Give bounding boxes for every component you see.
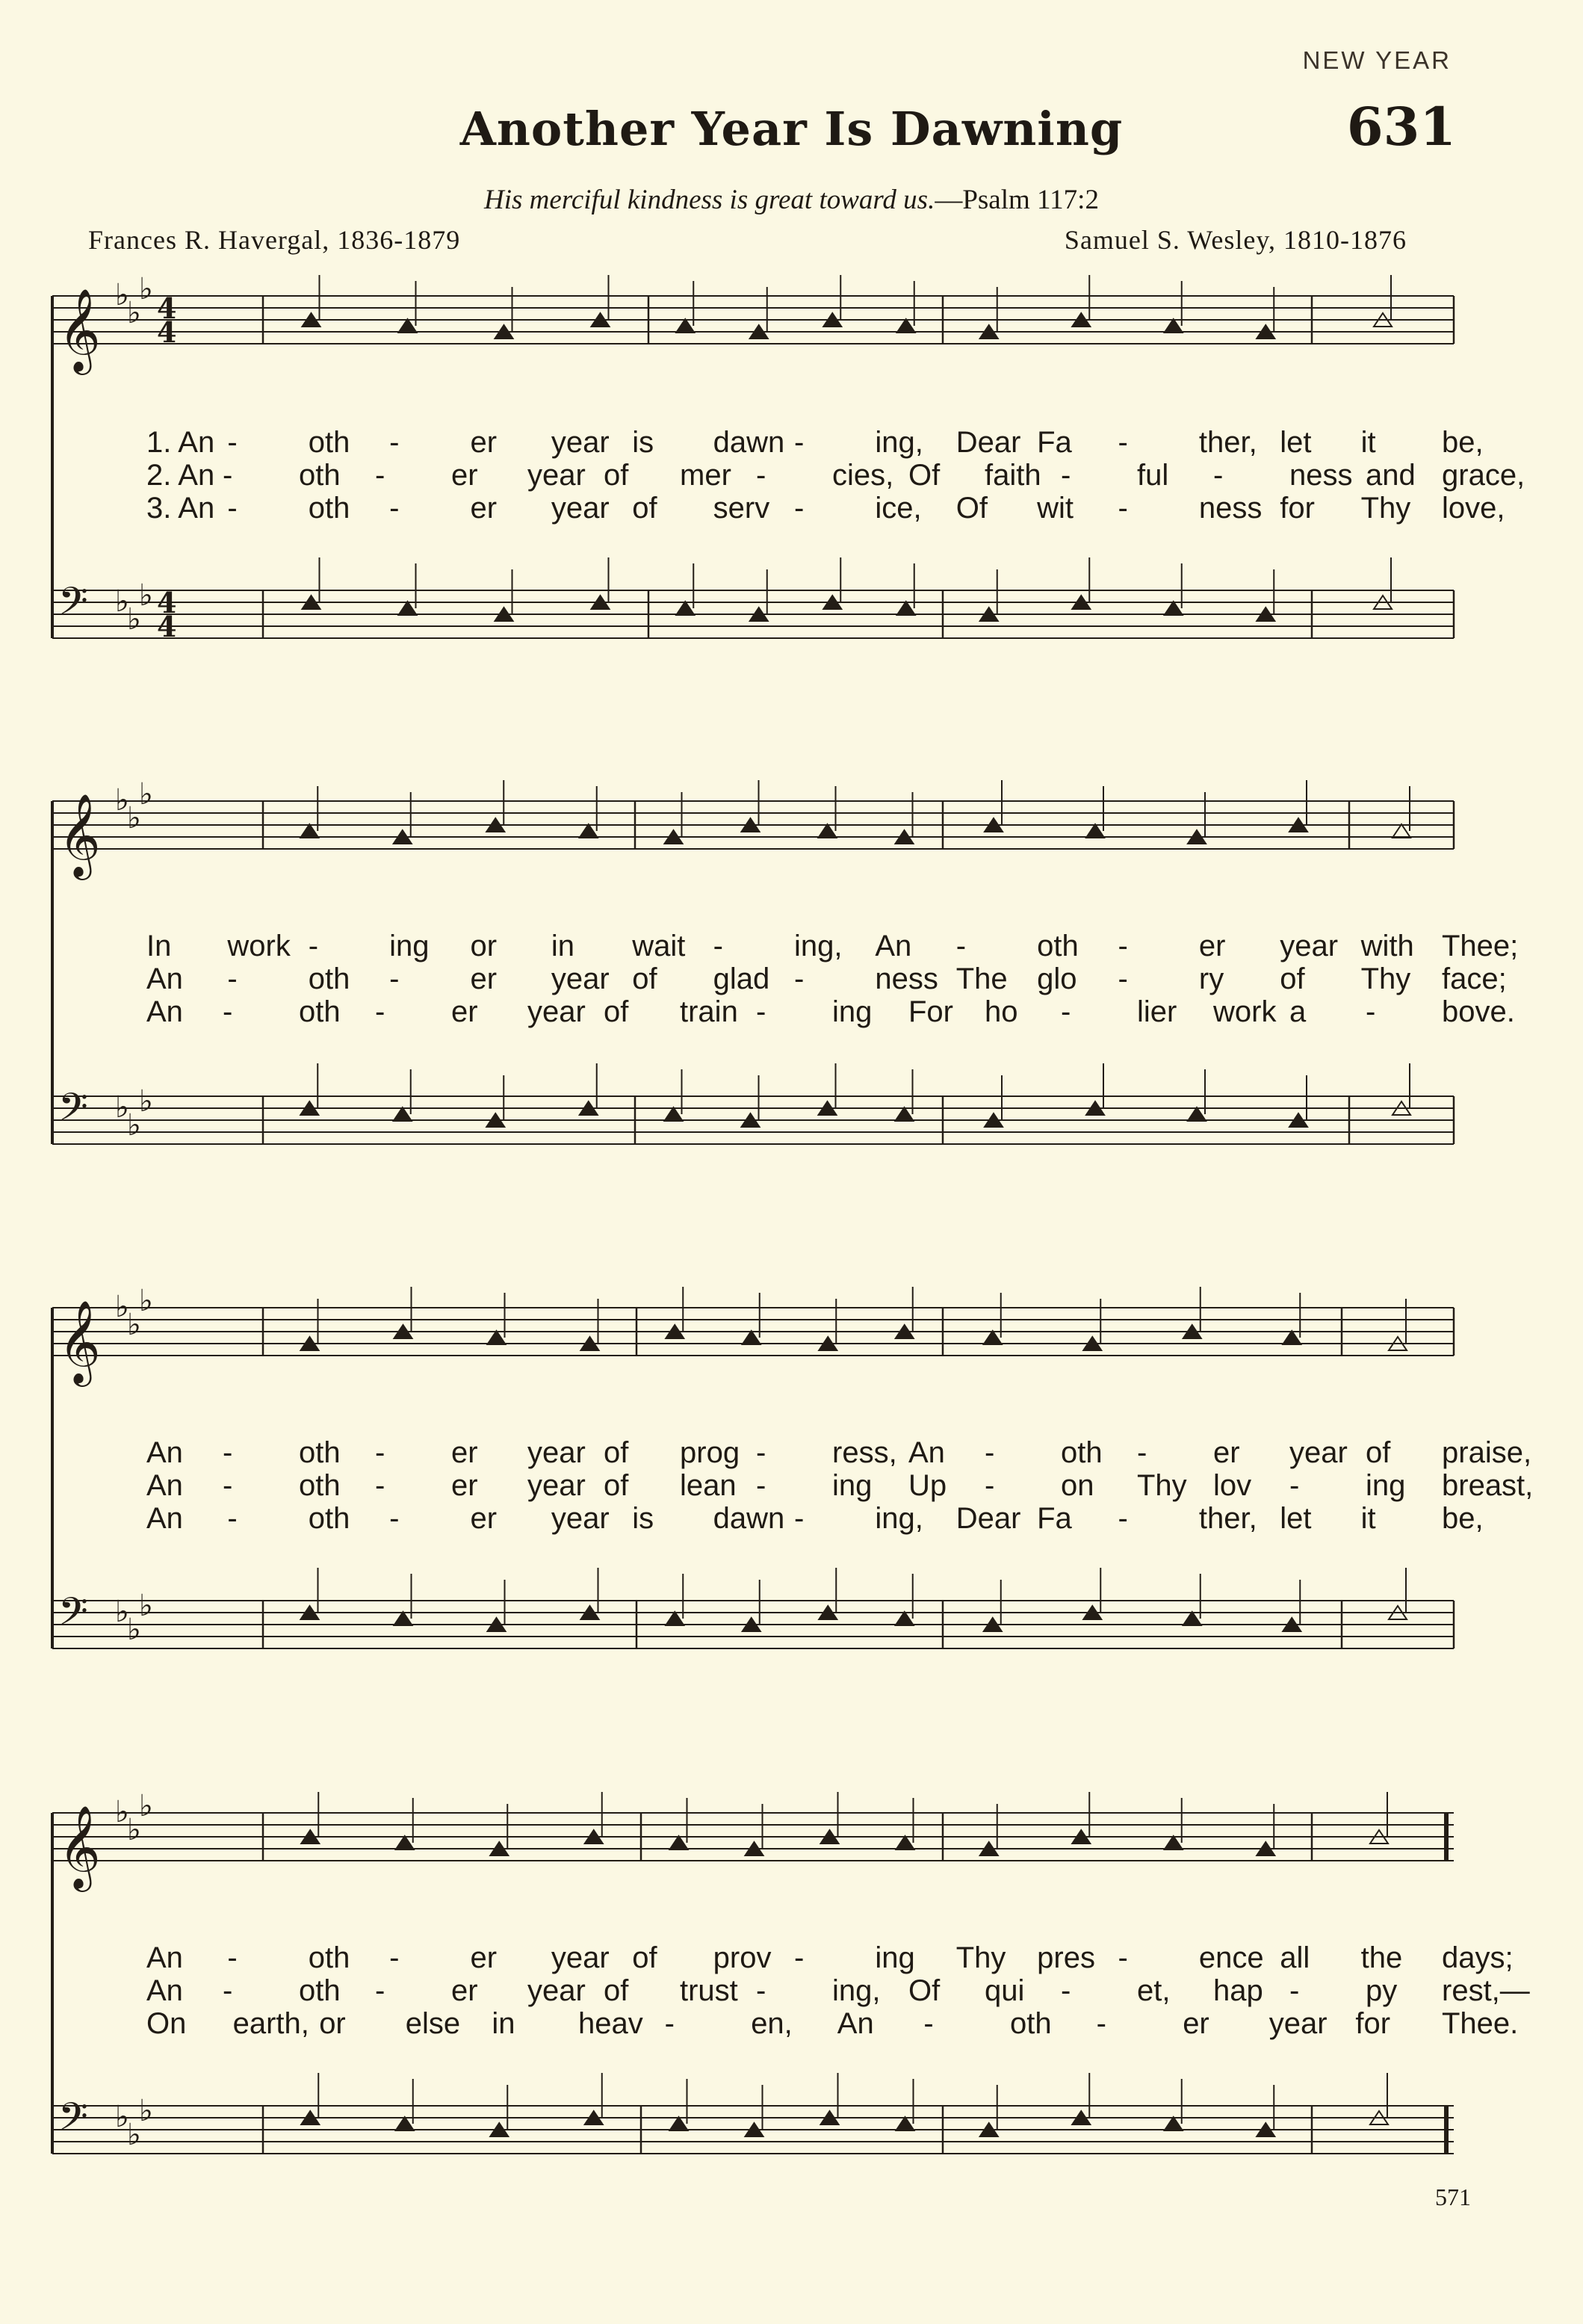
lyric-syllable: ing xyxy=(875,1941,915,1974)
lyric-syllable: er xyxy=(470,1941,498,1974)
lyric-syllable: - xyxy=(1289,1469,1300,1502)
lyric-syllable: py xyxy=(1366,1974,1398,2007)
lyric-syllable: be, xyxy=(1442,1502,1484,1535)
lyric-syllable: dawn xyxy=(713,426,785,459)
lyric-syllable: oth xyxy=(299,1974,341,2007)
lyric-syllable: On xyxy=(146,2007,187,2040)
lyric-syllable: ing xyxy=(389,930,430,962)
lyric-syllable: er xyxy=(1213,1436,1240,1469)
lyric-syllable: An xyxy=(875,930,912,962)
author-credit: Frances R. Havergal, 1836-1879 xyxy=(88,225,461,255)
lyric-syllable: Thy xyxy=(1137,1469,1187,1502)
lyric-syllable: - xyxy=(985,1469,995,1502)
lyric-syllable: of xyxy=(632,492,657,525)
lyric-syllable: oth xyxy=(299,459,341,492)
lyric-syllable: oth xyxy=(308,1941,350,1974)
lyric-syllable: - xyxy=(375,1469,385,1502)
note-head xyxy=(1165,2117,1183,2130)
lyric-syllable: year xyxy=(527,459,586,492)
lyric-syllable: - xyxy=(227,962,238,995)
lyric-syllable: dawn xyxy=(713,1502,785,1535)
lyric-syllable: - xyxy=(664,2007,675,2040)
lyric-syllable: of xyxy=(632,1941,657,1974)
lyric-syllable: - xyxy=(1118,426,1128,459)
lyric-syllable: work xyxy=(227,930,291,962)
lyric-syllable: year xyxy=(527,995,586,1028)
key-signature-flat: ♭ xyxy=(139,1789,153,1823)
lyric-syllable: An xyxy=(146,962,183,995)
lyric-syllable: year xyxy=(1268,2007,1328,2040)
treble-clef: 𝄞 xyxy=(58,1299,101,1383)
lyric-syllable: ness xyxy=(1198,492,1263,525)
lyric-syllable: year xyxy=(527,1469,586,1502)
time-signature-digit: 4 xyxy=(157,291,177,325)
lyric-syllable: of xyxy=(604,995,629,1028)
lyric-syllable: Thee; xyxy=(1442,930,1519,962)
lyric-syllable: - xyxy=(1061,1974,1071,2007)
lyric-syllable: ing xyxy=(832,995,873,1028)
lyric-syllable: for xyxy=(1355,2007,1391,2040)
time-signature-digit: 4 xyxy=(157,610,177,643)
lyric-syllable: mer xyxy=(680,459,731,492)
lyric-syllable: oth xyxy=(1010,2007,1052,2040)
bass-clef: 𝄢 xyxy=(58,578,88,633)
lyric-syllable: Up xyxy=(908,1469,947,1502)
key-signature-flat: ♭ xyxy=(139,2094,153,2128)
lyric-syllable: - xyxy=(756,1436,766,1469)
verse-line-1 xyxy=(0,1941,1583,1974)
lyric-syllable: ing, xyxy=(875,1502,923,1535)
lyric-syllable: - xyxy=(1118,930,1128,962)
page-number: 571 xyxy=(1435,2184,1471,2210)
lyric-syllable: er xyxy=(470,1502,498,1535)
lyric-syllable: - xyxy=(1096,2007,1106,2040)
lyric-syllable: - xyxy=(923,2007,934,2040)
lyric-syllable: oth xyxy=(308,426,350,459)
lyric-syllable: - xyxy=(389,1502,400,1535)
lyric-syllable: ther, xyxy=(1198,426,1257,459)
lyric-syllable: is xyxy=(632,1502,654,1535)
lyric-syllable: - xyxy=(955,930,967,962)
lyric-syllable: - xyxy=(713,930,723,962)
lyric-syllable: a xyxy=(1289,995,1307,1028)
lyric-syllable: year xyxy=(527,1436,586,1469)
key-signature-flat: ♭ xyxy=(115,1595,129,1629)
lyric-syllable: pres xyxy=(1037,1941,1095,1974)
lyric-syllable: An xyxy=(146,1469,183,1502)
lyric-syllable: Thee. xyxy=(1442,2007,1519,2040)
lyric-syllable: en, xyxy=(751,2007,793,2040)
lyric-syllable: et, xyxy=(1137,1974,1171,2007)
key-signature-flat: ♭ xyxy=(115,1090,129,1125)
treble-clef: 𝄞 xyxy=(58,793,101,877)
lyric-syllable: let xyxy=(1280,1502,1312,1535)
lyric-syllable: - xyxy=(389,492,400,525)
verse-line-2 xyxy=(0,1974,1583,2007)
lyric-syllable: oth xyxy=(299,1469,341,1502)
lyric-syllable: cies, xyxy=(832,459,894,492)
lyric-syllable: lov xyxy=(1213,1469,1252,1502)
lyric-syllable: - xyxy=(1061,995,1071,1028)
key-signature-flat: ♭ xyxy=(127,1613,141,1647)
time-signature-digit: 4 xyxy=(157,586,177,619)
lyric-syllable: it xyxy=(1360,1502,1376,1535)
lyric-syllable: year xyxy=(551,1502,610,1535)
bass-clef: 𝄢 xyxy=(58,1589,88,1643)
verse-line-3 xyxy=(0,2007,1583,2040)
key-signature-flat: ♭ xyxy=(139,1084,153,1119)
lyric-syllable: - xyxy=(223,459,233,492)
key-signature-flat: ♭ xyxy=(115,584,129,619)
lyric-syllable: - xyxy=(794,1502,805,1535)
lyric-syllable: - xyxy=(1118,492,1128,525)
lyric-syllable: else xyxy=(405,2007,461,2040)
lyric-syllable: ress, xyxy=(832,1436,897,1469)
lyric-syllable: er xyxy=(470,492,498,525)
lyric-syllable: year xyxy=(1280,930,1339,962)
lyric-syllable: ence xyxy=(1198,1941,1264,1974)
lyric-syllable: faith xyxy=(985,459,1041,492)
key-signature-flat: ♭ xyxy=(127,801,141,835)
lyric-syllable: An xyxy=(146,1502,183,1535)
lyric-syllable: oth xyxy=(308,962,350,995)
lyric-syllable: - xyxy=(227,1941,238,1974)
lyric-syllable: in xyxy=(551,930,575,962)
lyric-syllable: ice, xyxy=(875,492,922,525)
lyric-syllable: oth xyxy=(299,995,341,1028)
lyric-syllable: for xyxy=(1280,492,1315,525)
lyric-syllable: - xyxy=(1118,1941,1128,1974)
key-signature-flat: ♭ xyxy=(127,602,141,637)
treble-clef: 𝄞 xyxy=(58,288,101,371)
lyric-syllable: on xyxy=(1061,1469,1094,1502)
lyric-syllable: of xyxy=(632,962,657,995)
lyric-syllable: ful xyxy=(1137,459,1169,492)
lyric-syllable: - xyxy=(756,1974,766,2007)
lyric-syllable: qui xyxy=(985,1974,1025,2007)
lyric-syllable: with xyxy=(1360,930,1414,962)
lyric-syllable: of xyxy=(604,1974,629,2007)
lyric-syllable: 2. An xyxy=(146,459,215,492)
lyric-syllable: glad xyxy=(713,962,770,995)
lyric-syllable: - xyxy=(227,492,238,525)
lyric-syllable: 3. An xyxy=(146,492,215,525)
lyric-syllable: or xyxy=(470,930,498,962)
lyric-syllable: - xyxy=(1061,459,1071,492)
key-signature-flat: ♭ xyxy=(127,1108,141,1143)
lyric-syllable: For xyxy=(908,995,953,1028)
lyric-syllable: er xyxy=(1198,930,1226,962)
lyric-syllable: An xyxy=(146,1974,183,2007)
lyric-syllable: lier xyxy=(1137,995,1177,1028)
lyric-syllable: - xyxy=(389,1941,400,1974)
lyric-syllable: ing xyxy=(832,1469,873,1502)
lyric-syllable: Of xyxy=(908,459,941,492)
lyric-syllable: bove. xyxy=(1442,995,1515,1028)
lyric-syllable: - xyxy=(227,426,238,459)
lyric-syllable: er xyxy=(451,1469,478,1502)
key-signature-flat: ♭ xyxy=(115,278,129,312)
lyric-syllable: Thy xyxy=(1360,962,1411,995)
key-signature-flat: ♭ xyxy=(115,1290,129,1324)
lyric-syllable: - xyxy=(375,1974,385,2007)
lyric-syllable: er xyxy=(451,995,478,1028)
lyric-syllable: hap xyxy=(1213,1974,1263,2007)
lyric-syllable: - xyxy=(227,1502,238,1535)
lyric-syllable: of xyxy=(604,1436,629,1469)
lyric-syllable: er xyxy=(470,426,498,459)
lyric-syllable: - xyxy=(389,426,400,459)
lyric-syllable: - xyxy=(756,995,766,1028)
lyric-syllable: ing, xyxy=(832,1974,881,2007)
lyric-syllable: The xyxy=(955,962,1008,995)
note-head xyxy=(670,2117,688,2130)
key-signature-flat: ♭ xyxy=(127,1813,141,1847)
lyric-syllable: all xyxy=(1280,1941,1310,1974)
lyric-syllable: of xyxy=(1366,1436,1391,1469)
lyric-syllable: of xyxy=(604,1469,629,1502)
lyric-syllable: ho xyxy=(985,995,1018,1028)
scripture-text: His merciful kindness is great toward us. xyxy=(484,185,935,215)
lyric-syllable: ing xyxy=(1366,1469,1406,1502)
lyric-syllable: An xyxy=(146,1436,183,1469)
lyric-syllable: earth, xyxy=(232,2007,309,2040)
key-signature-flat: ♭ xyxy=(139,1589,153,1623)
lyric-syllable: - xyxy=(1366,995,1376,1028)
lyric-syllable: oth xyxy=(299,1436,341,1469)
note-head xyxy=(1165,1836,1183,1849)
lyric-syllable: - xyxy=(794,492,805,525)
lyric-syllable: oth xyxy=(308,492,350,525)
lyric-syllable: er xyxy=(451,459,478,492)
treble-clef: 𝄞 xyxy=(58,1805,101,1888)
lyric-syllable: er xyxy=(451,1974,478,2007)
lyric-syllable: be, xyxy=(1442,426,1484,459)
lyric-syllable: ing, xyxy=(875,426,923,459)
lyric-syllable: prov xyxy=(713,1941,772,1974)
lyric-syllable: - xyxy=(1137,1436,1147,1469)
lyric-syllable: An xyxy=(146,1941,183,1974)
lyric-syllable: Of xyxy=(955,492,988,525)
lyric-syllable: ing, xyxy=(794,930,843,962)
lyric-syllable: is xyxy=(632,426,654,459)
lyric-syllable: Fa xyxy=(1037,1502,1072,1535)
lyric-syllable: wait xyxy=(632,930,686,962)
lyric-syllable: Fa xyxy=(1037,426,1072,459)
lyric-syllable: glo xyxy=(1037,962,1077,995)
lyric-syllable: wit xyxy=(1037,492,1074,525)
lyric-syllable: oth xyxy=(1061,1436,1103,1469)
lyric-syllable: year xyxy=(1289,1436,1348,1469)
key-signature-flat: ♭ xyxy=(139,272,153,306)
lyric-syllable: Thy xyxy=(1360,492,1411,525)
lyric-syllable: - xyxy=(308,930,319,962)
lyric-syllable: - xyxy=(756,459,766,492)
lyric-syllable: ness xyxy=(875,962,938,995)
lyric-syllable: face; xyxy=(1442,962,1507,995)
lyric-syllable: Dear xyxy=(955,1502,1021,1535)
lyric-syllable: Dear xyxy=(955,426,1021,459)
lyric-syllable: or xyxy=(319,2007,346,2040)
lyric-syllable: trust xyxy=(680,1974,738,2007)
lyric-syllable: - xyxy=(223,1469,233,1502)
lyric-syllable: the xyxy=(1360,1941,1403,1974)
bass-clef: 𝄢 xyxy=(58,2094,88,2148)
lyric-syllable: Of xyxy=(908,1974,941,2007)
lyric-syllable: prog xyxy=(680,1436,740,1469)
lyric-syllable: ness xyxy=(1289,459,1353,492)
lyric-syllable: grace, xyxy=(1442,459,1525,492)
note-head xyxy=(896,2117,914,2130)
lyric-syllable: - xyxy=(1213,459,1224,492)
lyric-syllable: of xyxy=(604,459,629,492)
lyric-syllable: rest,— xyxy=(1442,1974,1530,2007)
lyric-syllable: 1. An xyxy=(146,426,215,459)
lyric-syllable: An xyxy=(837,2007,874,2040)
lyric-syllable: it xyxy=(1360,426,1376,459)
lyric-syllable: year xyxy=(551,492,610,525)
lyric-syllable: and xyxy=(1366,459,1416,492)
note-head xyxy=(896,1836,914,1849)
lyric-syllable: - xyxy=(794,426,805,459)
lyric-syllable: in xyxy=(492,2007,515,2040)
lyric-syllable: - xyxy=(223,1974,233,2007)
lyric-syllable: train xyxy=(680,995,738,1028)
lyric-syllable: love, xyxy=(1442,492,1505,525)
lyric-syllable: ther, xyxy=(1198,1502,1257,1535)
lyric-syllable: of xyxy=(1280,962,1305,995)
key-signature-flat: ♭ xyxy=(115,1795,129,1829)
key-signature-flat: ♭ xyxy=(115,783,129,818)
lyric-syllable: days; xyxy=(1442,1941,1514,1974)
lyric-syllable: - xyxy=(389,962,400,995)
key-signature-flat: ♭ xyxy=(139,777,153,812)
lyric-syllable: - xyxy=(375,1436,385,1469)
scripture-reference: —Psalm 117:2 xyxy=(935,185,1099,215)
lyric-syllable: er xyxy=(451,1436,478,1469)
lyric-syllable: praise, xyxy=(1442,1436,1532,1469)
note-head xyxy=(396,2117,414,2130)
key-signature-flat: ♭ xyxy=(139,1284,153,1318)
lyric-syllable: - xyxy=(375,995,385,1028)
lyric-syllable: - xyxy=(375,459,385,492)
composer-credit: Samuel S. Wesley, 1810-1876 xyxy=(1064,225,1407,255)
lyric-syllable: year xyxy=(551,1941,610,1974)
time-signature-digit: 4 xyxy=(157,315,177,349)
hymn-title: Another Year Is Dawning xyxy=(459,102,1124,156)
lyric-syllable: year xyxy=(551,962,610,995)
lyric-syllable: heav xyxy=(578,2007,643,2040)
lyric-syllable: An xyxy=(146,995,183,1028)
lyric-syllable: oth xyxy=(1037,930,1079,962)
lyric-syllable: breast, xyxy=(1442,1469,1534,1502)
lyric-syllable: er xyxy=(470,962,498,995)
lyric-syllable: - xyxy=(985,1436,995,1469)
lyric-syllable: - xyxy=(223,995,233,1028)
lyric-syllable: let xyxy=(1280,426,1312,459)
lyric-syllable: ry xyxy=(1198,962,1224,995)
lyric-syllable: year xyxy=(527,1974,586,2007)
lyric-syllable: - xyxy=(1118,962,1128,995)
lyric-syllable: - xyxy=(756,1469,766,1502)
key-signature-flat: ♭ xyxy=(127,1308,141,1342)
key-signature-flat: ♭ xyxy=(139,578,153,613)
bass-clef: 𝄢 xyxy=(58,1084,88,1139)
lyric-syllable: - xyxy=(794,1941,805,1974)
lyric-syllable: work xyxy=(1213,995,1277,1028)
lyric-syllable: er xyxy=(1183,2007,1209,2040)
key-signature-flat: ♭ xyxy=(115,2100,129,2134)
lyric-syllable: In xyxy=(146,930,172,962)
lyric-syllable: serv xyxy=(713,492,770,525)
lyric-syllable: - xyxy=(1289,1974,1300,2007)
hymn-number: 631 xyxy=(1346,96,1456,158)
lyric-syllable: lean xyxy=(680,1469,737,1502)
lyric-syllable: - xyxy=(1118,1502,1128,1535)
key-signature-flat: ♭ xyxy=(127,2118,141,2152)
lyric-syllable: - xyxy=(794,962,805,995)
key-signature-flat: ♭ xyxy=(127,296,141,330)
lyric-syllable: An xyxy=(908,1436,945,1469)
category-label: NEW YEAR xyxy=(1302,46,1452,74)
note-head xyxy=(670,1836,688,1849)
lyric-syllable: - xyxy=(223,1436,233,1469)
note-head xyxy=(396,1836,414,1849)
lyric-syllable: oth xyxy=(308,1502,350,1535)
lyric-syllable: year xyxy=(551,426,610,459)
lyric-syllable: Thy xyxy=(955,1941,1006,1974)
